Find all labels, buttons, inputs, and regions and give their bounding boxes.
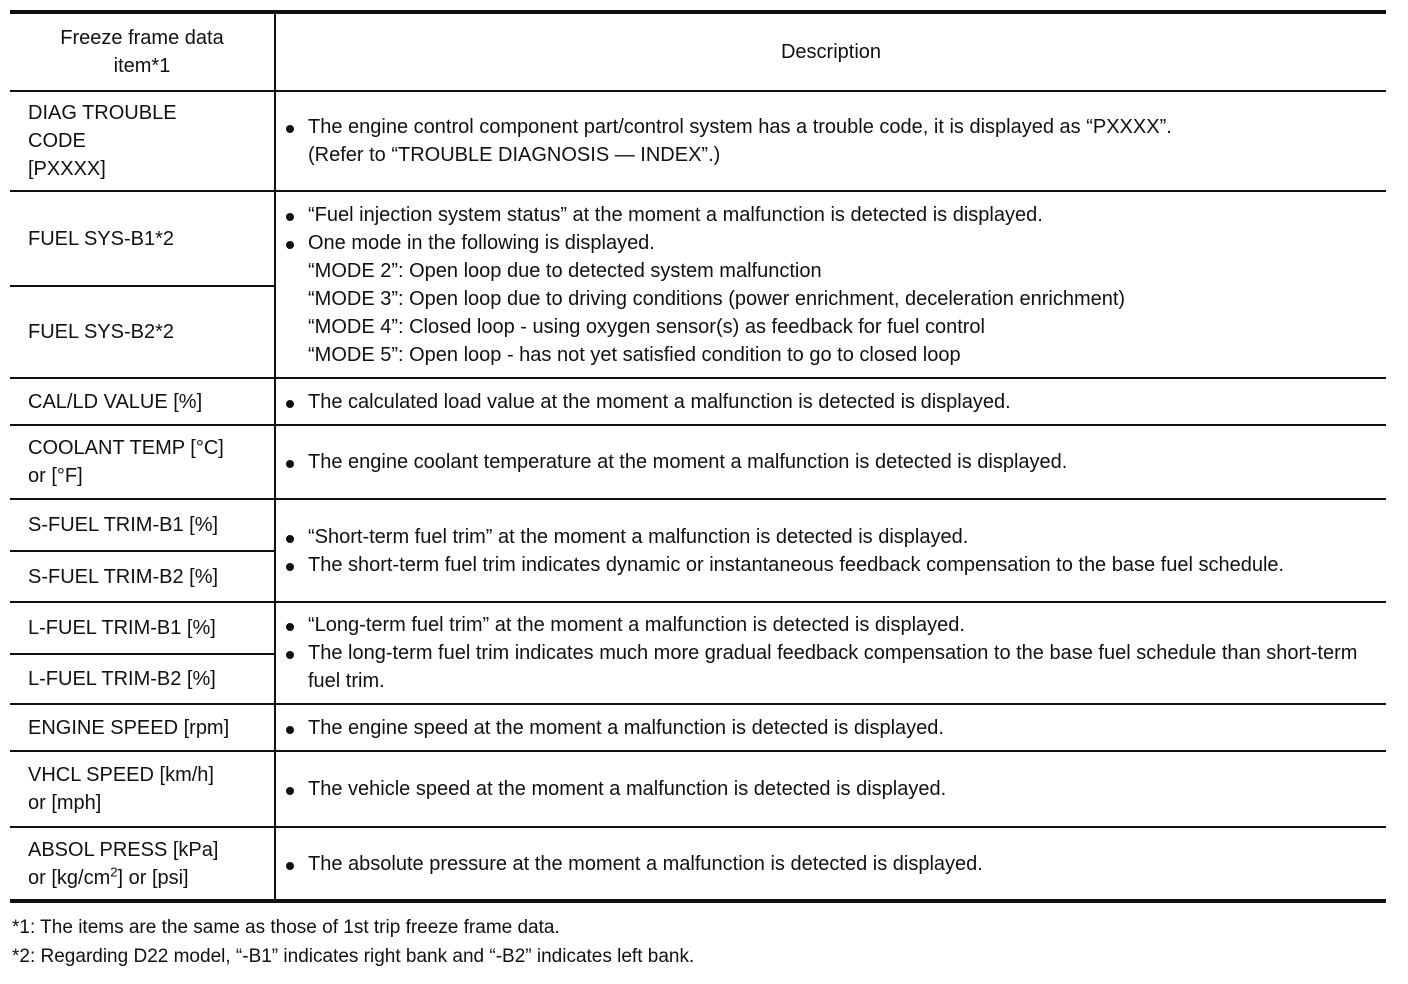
description-bullet: The calculated load value at the moment a malfunction is detected is displayed. [284,388,1378,416]
item-cell [10,751,275,827]
description-list [284,714,1378,742]
description-cell [275,602,1386,704]
description-bullet: The short-term fuel trim indicates dynamic or instantaneous feedback compensation to the base fuel schedule. [284,551,1378,579]
item-label-line: DIAG TROUBLE [28,102,177,124]
table-row-s-fuel-trim-b1 [10,499,1386,551]
item-cell [10,827,275,901]
description-bullet [284,229,1378,369]
item-label-part: or [kg/cm [28,866,111,889]
item-cell: ENGINE SPEED [rpm] [10,704,275,751]
freeze-frame-data-table [10,10,1386,903]
superscript-2: 2 [110,863,118,879]
description-bullet: The long-term fuel trim indicates much more gradual feedback compensation to the base fuel schedule than short-term fuel trim. [284,639,1378,695]
mode-3-text: “MODE 3”: Open loop due to driving conditions (power enrichment, deceleration enrichment) [308,287,1126,310]
header-item-column [10,12,275,91]
description-text: The engine control component part/control system has a trouble code, it is displayed as “PXXXX”. [308,116,1172,138]
item-cell: L-FUEL TRIM-B1 [%] [10,602,275,654]
item-label-part: ] or [psi] [117,866,189,889]
item-cell: S-FUEL TRIM-B2 [%] [10,551,275,602]
item-label-line: [PXXXX] [28,158,106,180]
item-cell [10,91,275,191]
description-list [284,775,1378,803]
item-cell: FUEL SYS-B2*2 [10,286,275,378]
table-row-cal-ld-value [10,378,1386,425]
description-text: (Refer to “TROUBLE DIAGNOSIS — INDEX”.) [308,144,721,166]
description-cell [275,499,1386,602]
description-cell [275,751,1386,827]
description-bullet: The absolute pressure at the moment a malfunction is detected is displayed. [284,850,1378,878]
table-row-engine-speed [10,704,1386,751]
description-bullet [284,113,1378,169]
description-list [284,448,1378,476]
table-row-absol-press [10,827,1386,901]
mode-5-text: “MODE 5”: Open loop - has not yet satisfied condition to go to closed loop [308,343,961,366]
mode-2-text: “MODE 2”: Open loop due to detected system malfunction [308,259,822,282]
item-label-line: COOLANT TEMP [°C] [28,437,224,459]
description-bullet: “Fuel injection system status” at the moment a malfunction is detected is displayed. [284,201,1378,229]
item-label-line: CODE [28,130,86,152]
item-cell [10,425,275,499]
description-bullet: “Short-term fuel trim” at the moment a malfunction is detected is displayed. [284,523,1378,551]
item-cell: L-FUEL TRIM-B2 [%] [10,654,275,704]
description-bullet: The engine speed at the moment a malfunction is detected is displayed. [284,714,1378,742]
description-cell [275,191,1386,378]
description-cell [275,704,1386,751]
table-row-diag-trouble-code [10,91,1386,191]
description-bullet: “Long-term fuel trim” at the moment a malfunction is detected is displayed. [284,611,1378,639]
description-list [284,611,1378,695]
table-row-vhcl-speed [10,751,1386,827]
item-label-line: VHCL SPEED [km/h] [28,764,214,786]
item-cell: S-FUEL TRIM-B1 [%] [10,499,275,551]
description-bullet: The vehicle speed at the moment a malfunction is detected is displayed. [284,775,1378,803]
header-item-line2: item*1 [113,55,171,77]
header-description-column: Description [275,12,1386,91]
description-list [284,201,1378,369]
table-row-fuel-sys-b1 [10,191,1386,286]
item-label-line [28,864,274,892]
description-bullet: The engine coolant temperature at the moment a malfunction is detected is displayed. [284,448,1378,476]
description-cell [275,378,1386,425]
table-row-coolant-temp [10,425,1386,499]
description-text: One mode in the following is displayed. [308,231,655,254]
item-label-line: ABSOL PRESS [kPa] [28,838,219,861]
description-list [284,113,1378,169]
footnote-1: *1: The items are the same as those of 1st trip freeze frame data. [12,917,560,938]
description-cell [275,91,1386,191]
item-label-line: or [°F] [28,465,83,487]
table-header-row [10,12,1386,91]
table-row-l-fuel-trim-b1 [10,602,1386,654]
item-cell: FUEL SYS-B1*2 [10,191,275,286]
description-list [284,523,1378,579]
header-item-line1: Freeze frame data [60,27,224,49]
footnote-2: *2: Regarding D22 model, “-B1” indicates right bank and “-B2” indicates left bank. [12,946,695,967]
item-label-line: or [mph] [28,792,102,814]
description-list [284,388,1378,416]
description-cell [275,827,1386,901]
mode-4-text: “MODE 4”: Closed loop - using oxygen sensor(s) as feedback for fuel control [308,315,985,338]
description-cell [275,425,1386,499]
item-cell: CAL/LD VALUE [%] [10,378,275,425]
description-list [284,850,1378,878]
